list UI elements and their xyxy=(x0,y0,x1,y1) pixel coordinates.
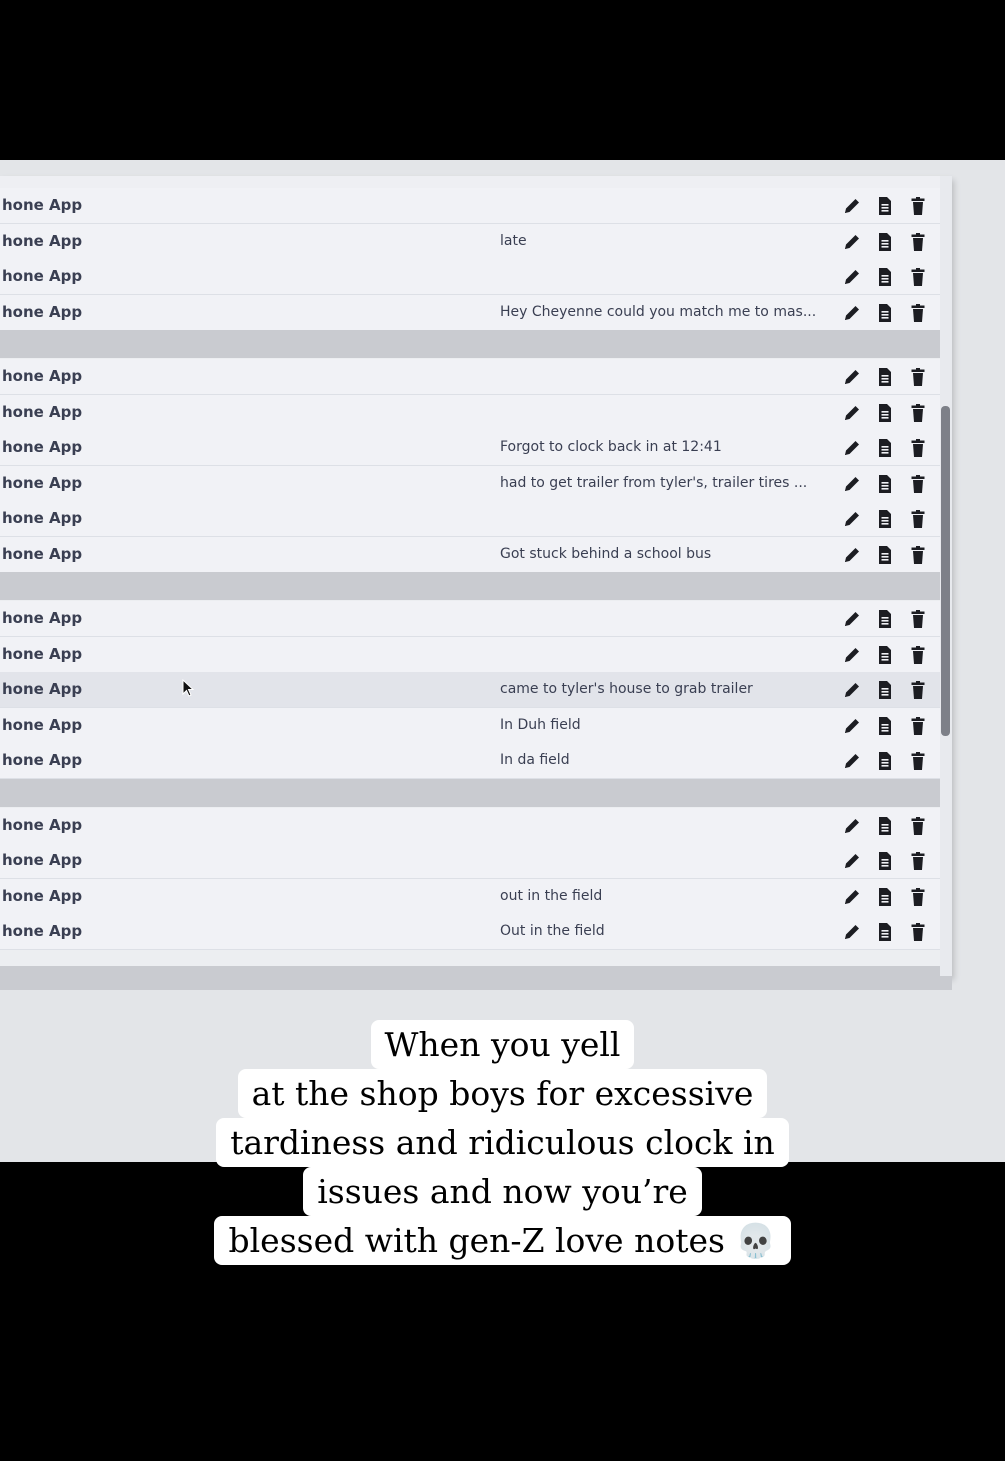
trash-icon xyxy=(908,609,928,629)
trash-icon xyxy=(908,267,928,287)
delete-button[interactable] xyxy=(908,751,928,771)
table-row[interactable] xyxy=(0,843,940,879)
document-icon xyxy=(875,680,895,700)
trash-icon xyxy=(908,403,928,423)
row-note: Hey Cheyenne could you match me to mas... xyxy=(500,303,817,320)
row-actions xyxy=(842,609,932,629)
table-row[interactable] xyxy=(0,259,940,295)
delete-button[interactable] xyxy=(908,438,928,458)
edit-icon xyxy=(842,267,862,287)
view-note-button[interactable] xyxy=(875,509,895,529)
delete-button[interactable] xyxy=(908,545,928,565)
edit-icon xyxy=(842,816,862,836)
view-note-button[interactable] xyxy=(875,545,895,565)
edit-icon xyxy=(842,438,862,458)
edit-button[interactable] xyxy=(842,474,862,494)
group-separator xyxy=(0,330,940,358)
row-actions xyxy=(842,403,932,423)
edit-button[interactable] xyxy=(842,922,862,942)
row-note: In Duh field xyxy=(500,716,581,733)
trash-icon xyxy=(908,680,928,700)
view-note-button[interactable] xyxy=(875,609,895,629)
edit-button[interactable] xyxy=(842,403,862,423)
view-note-button[interactable] xyxy=(875,474,895,494)
edit-icon xyxy=(842,474,862,494)
trash-icon xyxy=(908,851,928,871)
delete-button[interactable] xyxy=(908,680,928,700)
row-source: hone App xyxy=(2,509,83,527)
view-note-button[interactable] xyxy=(875,887,895,907)
edit-button[interactable] xyxy=(842,545,862,565)
row-actions xyxy=(842,367,932,387)
row-source: hone App xyxy=(2,715,83,734)
delete-button[interactable] xyxy=(908,609,928,629)
edit-button[interactable] xyxy=(842,303,862,323)
delete-button[interactable] xyxy=(908,509,928,529)
document-icon xyxy=(875,509,895,529)
caption-line xyxy=(0,1069,1005,1118)
caption-text: issues and now you’re xyxy=(303,1167,702,1216)
document-icon xyxy=(875,645,895,665)
row-source: hone App xyxy=(2,922,83,940)
table-footer xyxy=(0,966,952,990)
row-source: hone App xyxy=(2,302,83,321)
trash-icon xyxy=(908,509,928,529)
edit-button[interactable] xyxy=(842,816,862,836)
table-row[interactable] xyxy=(0,537,940,573)
edit-icon xyxy=(842,751,862,771)
group-separator xyxy=(0,779,940,807)
table-row[interactable] xyxy=(0,743,940,779)
delete-button[interactable] xyxy=(908,474,928,494)
table-row[interactable] xyxy=(0,672,940,708)
row-actions xyxy=(842,267,932,287)
row-source: hone App xyxy=(2,609,83,627)
view-note-button[interactable] xyxy=(875,403,895,423)
row-note: came to tyler's house to grab trailer xyxy=(500,681,753,697)
table-row[interactable] xyxy=(0,188,940,224)
document-icon xyxy=(875,438,895,458)
edit-button[interactable] xyxy=(842,267,862,287)
edit-button[interactable] xyxy=(842,851,862,871)
edit-icon xyxy=(842,303,862,323)
document-icon xyxy=(875,367,895,387)
view-note-button[interactable] xyxy=(875,816,895,836)
edit-button[interactable] xyxy=(842,645,862,665)
document-icon xyxy=(875,751,895,771)
document-icon xyxy=(875,887,895,907)
screen-photo xyxy=(0,160,1005,1162)
delete-button[interactable] xyxy=(908,851,928,871)
delete-button[interactable] xyxy=(908,887,928,907)
row-note: In da field xyxy=(500,752,570,768)
row-note: late xyxy=(500,232,527,249)
document-icon xyxy=(875,403,895,423)
row-note: Out in the field xyxy=(500,923,605,939)
caption-text: When you yell xyxy=(371,1020,635,1069)
row-source: hone App xyxy=(2,367,83,385)
edit-icon xyxy=(842,509,862,529)
row-actions xyxy=(842,887,932,907)
table-row[interactable] xyxy=(0,637,940,673)
row-actions xyxy=(842,922,932,942)
delete-button[interactable] xyxy=(908,196,928,216)
document-icon xyxy=(875,474,895,494)
trash-icon xyxy=(908,367,928,387)
row-actions xyxy=(842,509,932,529)
mouse-cursor-icon xyxy=(182,679,196,697)
row-source: hone App xyxy=(2,680,83,698)
scrollbar[interactable] xyxy=(940,176,952,976)
table-row[interactable] xyxy=(0,914,940,950)
row-source: hone App xyxy=(2,886,83,905)
edit-icon xyxy=(842,645,862,665)
row-actions xyxy=(842,474,932,494)
scrollbar-thumb[interactable] xyxy=(941,406,950,736)
row-note: Got stuck behind a school bus xyxy=(500,545,712,562)
edit-button[interactable] xyxy=(842,716,862,736)
row-source: hone App xyxy=(2,473,83,492)
row-actions xyxy=(842,680,932,700)
edit-button[interactable] xyxy=(842,367,862,387)
video-caption xyxy=(0,1020,1005,1265)
trash-icon xyxy=(908,196,928,216)
table-row[interactable] xyxy=(0,501,940,537)
table-row[interactable] xyxy=(0,808,940,844)
delete-button[interactable] xyxy=(908,403,928,423)
delete-button[interactable] xyxy=(908,303,928,323)
delete-button[interactable] xyxy=(908,267,928,287)
row-actions xyxy=(842,545,932,565)
view-note-button[interactable] xyxy=(875,680,895,700)
timesheet-panel xyxy=(0,176,952,976)
table-row[interactable] xyxy=(0,430,940,466)
table-row[interactable] xyxy=(0,224,940,260)
row-actions xyxy=(842,816,932,836)
trash-icon xyxy=(908,716,928,736)
view-note-button[interactable] xyxy=(875,751,895,771)
document-icon xyxy=(875,922,895,942)
edit-icon xyxy=(842,851,862,871)
edit-button[interactable] xyxy=(842,887,862,907)
delete-button[interactable] xyxy=(908,716,928,736)
row-source: hone App xyxy=(2,851,83,869)
document-icon xyxy=(875,196,895,216)
edit-icon xyxy=(842,716,862,736)
row-source: hone App xyxy=(2,267,83,285)
table-row[interactable] xyxy=(0,295,940,331)
group-separator xyxy=(0,572,940,600)
row-source: hone App xyxy=(2,644,83,663)
trash-icon xyxy=(908,816,928,836)
trash-icon xyxy=(908,232,928,252)
trash-icon xyxy=(908,438,928,458)
delete-button[interactable] xyxy=(908,232,928,252)
delete-button[interactable] xyxy=(908,922,928,942)
table-row[interactable] xyxy=(0,395,940,431)
view-note-button[interactable] xyxy=(875,438,895,458)
edit-button[interactable] xyxy=(842,751,862,771)
document-icon xyxy=(875,716,895,736)
view-note-button[interactable] xyxy=(875,367,895,387)
caption-line xyxy=(0,1216,1005,1265)
document-icon xyxy=(875,232,895,252)
row-source: hone App xyxy=(2,196,83,214)
row-source: hone App xyxy=(2,438,83,456)
trash-icon xyxy=(908,887,928,907)
edit-icon xyxy=(842,887,862,907)
table-row[interactable] xyxy=(0,879,940,915)
caption-text: at the shop boys for excessive xyxy=(238,1069,768,1118)
row-actions xyxy=(842,851,932,871)
document-icon xyxy=(875,303,895,323)
view-note-button[interactable] xyxy=(875,267,895,287)
row-actions xyxy=(842,196,932,216)
document-icon xyxy=(875,609,895,629)
view-note-button[interactable] xyxy=(875,922,895,942)
row-source: hone App xyxy=(2,402,83,421)
delete-button[interactable] xyxy=(908,816,928,836)
edit-icon xyxy=(842,403,862,423)
table-row[interactable] xyxy=(0,466,940,502)
edit-button[interactable] xyxy=(842,196,862,216)
document-icon xyxy=(875,545,895,565)
edit-icon xyxy=(842,545,862,565)
row-actions xyxy=(842,232,932,252)
row-source: hone App xyxy=(2,751,83,769)
delete-button[interactable] xyxy=(908,645,928,665)
row-source: hone App xyxy=(2,815,83,834)
partial-top-row xyxy=(0,176,940,188)
trash-icon xyxy=(908,545,928,565)
caption-line xyxy=(0,1118,1005,1167)
edit-button[interactable] xyxy=(842,438,862,458)
caption-line xyxy=(0,1167,1005,1216)
view-note-button[interactable] xyxy=(875,232,895,252)
edit-icon xyxy=(842,232,862,252)
caption-line xyxy=(0,1020,1005,1069)
caption-text: blessed with gen-Z love notes 💀 xyxy=(214,1216,790,1265)
row-actions xyxy=(842,303,932,323)
row-note: had to get trailer from tyler's, trailer tires ... xyxy=(500,474,808,491)
row-note: Forgot to clock back in at 12:41 xyxy=(500,439,722,455)
row-actions xyxy=(842,716,932,736)
view-note-button[interactable] xyxy=(875,645,895,665)
view-note-button[interactable] xyxy=(875,303,895,323)
table-row[interactable] xyxy=(0,708,940,744)
document-icon xyxy=(875,816,895,836)
trash-icon xyxy=(908,474,928,494)
edit-button[interactable] xyxy=(842,232,862,252)
edit-icon xyxy=(842,922,862,942)
table-row[interactable] xyxy=(0,359,940,395)
row-note: out in the field xyxy=(500,887,603,904)
table-row[interactable] xyxy=(0,601,940,637)
edit-icon xyxy=(842,367,862,387)
view-note-button[interactable] xyxy=(875,851,895,871)
edit-button[interactable] xyxy=(842,609,862,629)
row-actions xyxy=(842,645,932,665)
trash-icon xyxy=(908,751,928,771)
edit-icon xyxy=(842,196,862,216)
edit-button[interactable] xyxy=(842,509,862,529)
row-actions xyxy=(842,751,932,771)
document-icon xyxy=(875,267,895,287)
row-source: hone App xyxy=(2,231,83,250)
caption-text: tardiness and ridiculous clock in xyxy=(216,1118,789,1167)
document-icon xyxy=(875,851,895,871)
trash-icon xyxy=(908,303,928,323)
trash-icon xyxy=(908,645,928,665)
view-note-button[interactable] xyxy=(875,196,895,216)
edit-icon xyxy=(842,609,862,629)
row-source: hone App xyxy=(2,544,83,563)
edit-icon xyxy=(842,680,862,700)
row-actions xyxy=(842,438,932,458)
trash-icon xyxy=(908,922,928,942)
edit-button[interactable] xyxy=(842,680,862,700)
view-note-button[interactable] xyxy=(875,716,895,736)
delete-button[interactable] xyxy=(908,367,928,387)
